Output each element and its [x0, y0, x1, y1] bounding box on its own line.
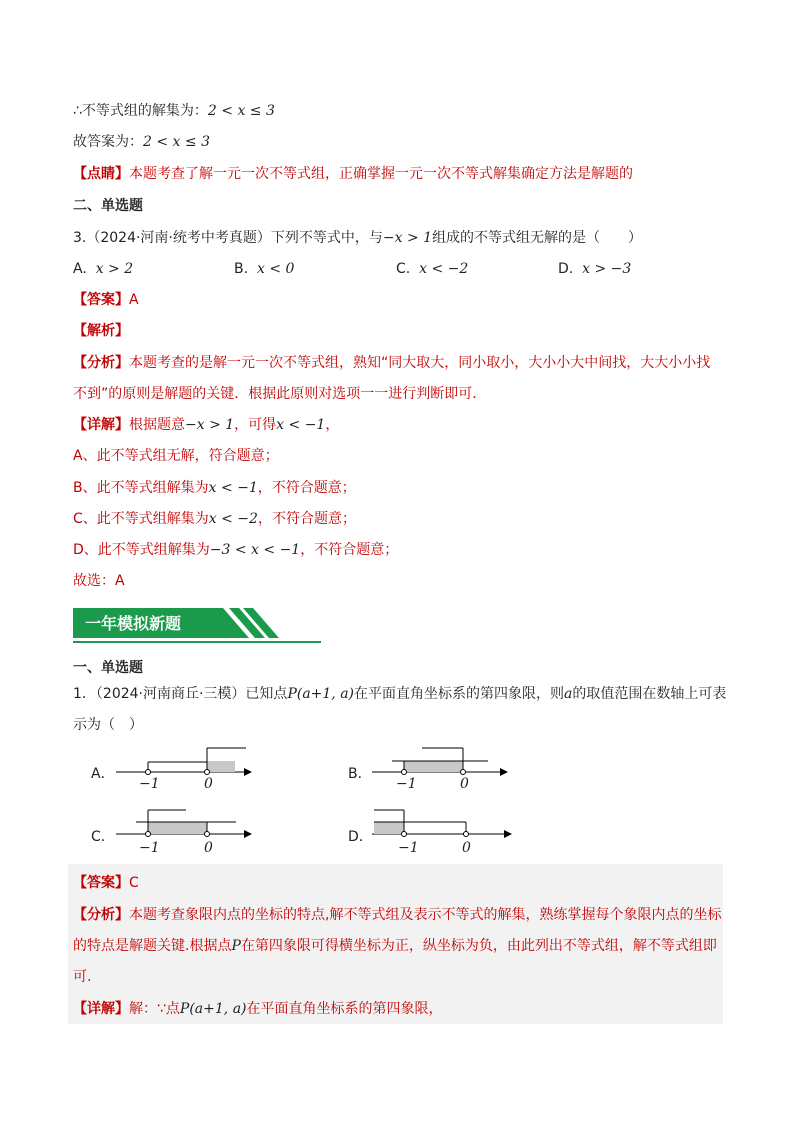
tag-detail: 【详解】	[73, 1001, 129, 1017]
text: D、此不等式组解集为	[73, 542, 210, 558]
tag-detail: 【详解】	[73, 417, 129, 433]
question-1-stem	[73, 684, 726, 704]
math: x < −1	[208, 480, 258, 496]
math: −3 < x < −1	[209, 542, 301, 558]
math: x < −1	[276, 417, 326, 433]
fig-a-tick-1: −1	[139, 776, 160, 792]
text: 解：∵点	[129, 1001, 180, 1017]
text: 本题考查的是解一元一次不等式组，熟知“同大取大，同小取小，大小小大中间找，大大小小找	[129, 355, 711, 371]
math: a	[564, 686, 573, 702]
detail-line	[73, 415, 339, 435]
option-d	[558, 259, 631, 279]
banner-title: 一年模拟新题	[85, 614, 182, 633]
option-letter: A.	[73, 261, 87, 277]
dianjing-line	[73, 164, 633, 184]
text: C、此不等式组解集为	[73, 511, 209, 527]
fig-a-tick-0: 0	[204, 776, 213, 792]
text: ，	[325, 417, 340, 433]
text: 在平面直角坐标系的第四象限，	[246, 1001, 443, 1017]
detail-row-b	[73, 478, 356, 498]
text: 根据题意	[129, 417, 185, 433]
tag-answer: 【答案】	[73, 292, 129, 308]
math: P(a+1, a)	[179, 1001, 247, 1017]
text: 的特点是解题关键.根据点	[73, 938, 232, 954]
answer-line	[73, 132, 210, 152]
answer-value: A	[129, 292, 139, 308]
math: x < −2	[208, 511, 258, 527]
answer-value: C	[129, 875, 139, 891]
section-heading: 二、单选题	[73, 198, 143, 214]
math: P(a+1, a)	[287, 686, 355, 702]
text: 组成的不等式组无解的是（ ）	[432, 230, 643, 246]
option-letter: B.	[234, 261, 249, 277]
text: ∴不等式组的解集为：	[73, 103, 208, 119]
solution-line-1	[73, 101, 275, 121]
fig-d-tick-1: −1	[398, 840, 419, 856]
answer-line-q1	[73, 873, 139, 893]
fig-c-tick-0: 0	[204, 840, 213, 856]
text: 3.（2024·河南·统考中考真题）下列不等式中，与	[73, 230, 383, 246]
text: 在平面直角坐标系的第四象限，则	[354, 686, 565, 702]
tag-fenxi: 【分析】	[73, 907, 129, 923]
text: ，可得	[234, 417, 277, 433]
math: −x > 1	[185, 417, 235, 433]
detail-q1-line	[73, 999, 443, 1019]
math: 2 < x ≤ 3	[207, 103, 275, 119]
analysis-line-1	[73, 353, 710, 373]
fig-b-tick-1: −1	[396, 776, 417, 792]
tag-answer: 【答案】	[73, 875, 129, 891]
text: 故答案为：	[73, 134, 143, 150]
text: 在第四象限可得横坐标为正，纵坐标为负，由此列出不等式组，解不等式组即	[240, 938, 717, 954]
fig-c-letter: C．	[91, 829, 115, 845]
tag-dianjing: 【点睛】	[73, 166, 129, 182]
text: 1．（2024·河南商丘·三模）已知点	[73, 686, 288, 702]
math: 2 < x ≤ 3	[143, 134, 210, 150]
text: 本题考查象限内点的坐标的特点,解不等式组及表示不等式的解集，熟练掌握每个象限内点的坐标	[129, 907, 722, 923]
section-heading-2: 一、单选题	[73, 660, 143, 676]
detail-row-a: A、此不等式组无解，符合题意；	[73, 448, 279, 464]
fig-b-tick-0: 0	[460, 776, 469, 792]
choose-line: 故选：A	[73, 573, 125, 589]
number-line-c	[114, 806, 254, 842]
detail-row-c	[73, 509, 356, 529]
fig-d-letter: D．	[348, 829, 373, 845]
text: 的取值范围在数轴上可表	[572, 686, 727, 702]
option-letter: C.	[396, 261, 411, 277]
text: 本题考查了解一元一次不等式组，正确掌握一元一次不等式解集确定方法是解题的	[129, 166, 633, 182]
fig-b-letter: B．	[348, 766, 372, 782]
question-1-stem-2: 示为（ ）	[73, 717, 143, 733]
math: x > −3	[582, 261, 632, 277]
question-3-stem	[73, 228, 642, 248]
text: ，不符合题意；	[257, 511, 356, 527]
number-line-d	[370, 806, 515, 842]
tag-fenxi: 【分析】	[73, 355, 129, 371]
option-b	[234, 259, 294, 279]
text: B、此不等式组解集为	[73, 480, 209, 496]
analysis-q1-line-1	[73, 905, 721, 925]
analysis-q1-line-2	[73, 936, 717, 956]
math: x < −2	[419, 261, 469, 277]
section-banner	[73, 608, 321, 644]
analysis-q1-line-3: 可.	[73, 969, 92, 985]
number-line-b	[370, 744, 510, 780]
tag-jiexi: 【解析】	[73, 323, 129, 339]
math: −x > 1	[382, 230, 433, 246]
math: x < 0	[256, 261, 295, 277]
fig-c-tick-1: −1	[139, 840, 160, 856]
math: x > 2	[95, 261, 134, 277]
analysis-line-2: 不到”的原则是解题的关键．根据此原则对选项一一进行判断即可．	[73, 386, 487, 402]
fig-d-tick-0: 0	[462, 840, 471, 856]
text: ，不符合题意；	[257, 480, 356, 496]
detail-row-d	[73, 540, 398, 560]
answer-line-q3	[73, 290, 139, 310]
math: P	[231, 938, 241, 954]
option-letter: D.	[558, 261, 574, 277]
number-line-a	[114, 744, 254, 780]
text: ，不符合题意；	[300, 542, 399, 558]
option-c	[396, 259, 468, 279]
fig-a-letter: A．	[91, 766, 115, 782]
option-a	[73, 259, 133, 279]
